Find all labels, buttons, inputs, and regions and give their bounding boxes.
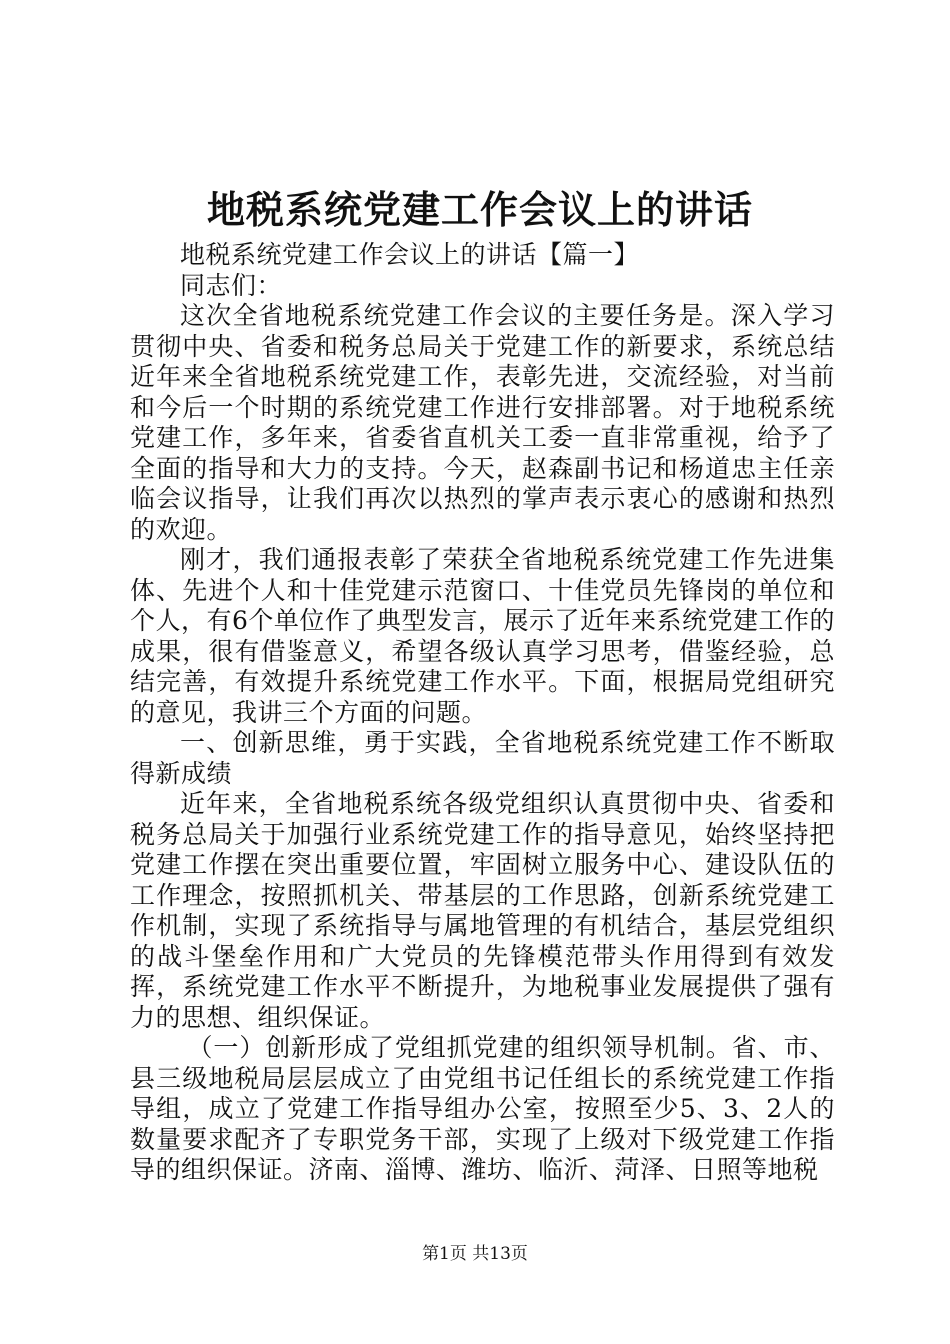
body-paragraph: 刚才，我们通报表彰了荣获全省地税系统党建工作先进集体、先进个人和十佳党建示范窗口、十佳党员先锋岗的单位和个人，有6个单位作了典型发言，展示了近年来系统党建工作的成果，很有借鉴意义，希望各级认真学习思考，借鉴经验，总结完善，有效提升系统党建工作水平。下面，根据局党组研究的意见，我讲三个方面的问题。 — [130, 545, 835, 727]
body-paragraph: 这次全省地税系统党建工作会议的主要任务是。深入学习贯彻中央、省委和税务总局关于党建工作的新要求，系统总结近年来全省地税系统党建工作，表彰先进，交流经验，对当前和今后一个时期的系统党建工作进行安排部署。对于地税系统党建工作，多年来，省委省直机关工委一直非常重视，给予了全面的指导和大力的支持。今天，赵森副书记和杨道忠主任亲临会议指导，让我们再次以热烈的掌声表示衷心的感谢和热烈的欢迎。 — [130, 301, 835, 544]
salutation: 同志们： — [180, 270, 283, 300]
body-paragraph: （一）创新形成了党组抓党建的组织领导机制。省、市、县三级地税局层层成立了由党组书记任组长的系统党建工作指导组，成立了党建工作指导组办公室，按照至少5、3、2人的数量要求配齐了专职党务干部，实现了上级对下级党建工作指导的组织保证。济南、淄博、潍坊、临沂、菏泽、日照等地税 — [130, 1033, 835, 1184]
section-heading: 地税系统党建工作会议上的讲话【篇一】 — [180, 240, 640, 269]
subsection-heading: 一、创新思维，勇于实践，全省地税系统党建工作不断取得新成绩 — [130, 728, 835, 788]
document-body — [130, 240, 835, 1186]
body-paragraph: 近年来，全省地税系统各级党组织认真贯彻中央、省委和税务总局关于加强行业系统党建工作的指导意见，始终坚持把党建工作摆在突出重要位置，牢固树立服务中心、建设队伍的工作理念，按照抓机关、带基层的工作思路，创新系统党建工作机制，实现了系统指导与属地管理的有机结合，基层党组织的战斗堡垒作用和广大党员的先锋模范带头作用得到有效发挥，系统党建工作水平不断提升，为地税事业发展提供了强有力的思想、组织保证。 — [130, 789, 835, 1032]
page-number: 第1页 共13页 — [422, 1244, 528, 1264]
document-title: 地税系统党建工作会议上的讲话 — [206, 187, 753, 232]
